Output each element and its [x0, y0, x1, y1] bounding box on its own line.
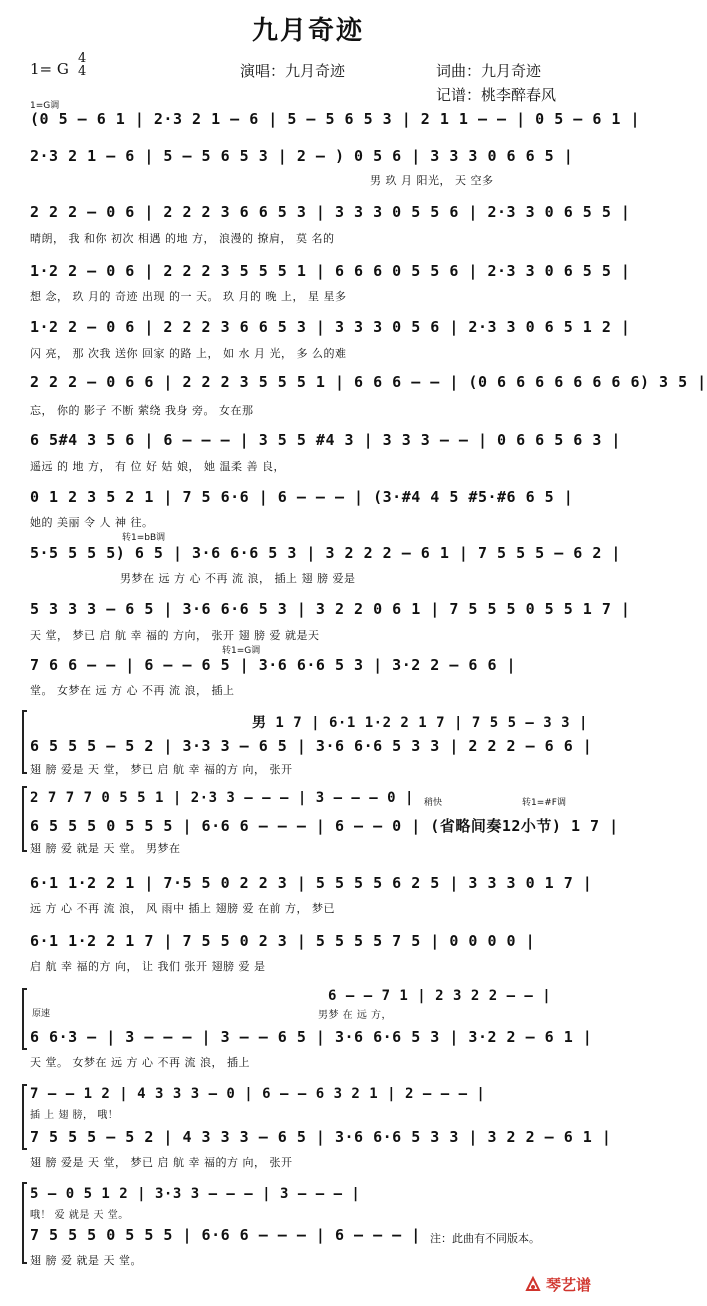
- score-line-2: 2·3 2 1 – 6 | 5 – 5 6 5 3 | 2 – ) 0 5 6 | 3 3 3 0 6 6 5 |: [30, 147, 574, 165]
- score-line-8: 0 1 2 3 5 2 1 | 7 5 6·6 | 6 – – – | (3·#4 4 5 #5·#6 6 5 |: [30, 488, 574, 506]
- lyric-line-14: 远 方 心 不再 流 浪， 风 雨中 插上 翅膀 爱 在前 方， 梦已: [30, 902, 335, 915]
- page-title: 九月奇迹: [251, 16, 364, 46]
- transcriber-credit: 记谱：桃李醉春风: [436, 86, 557, 104]
- site-logo: [524, 1274, 591, 1295]
- system-brace-5: [22, 1182, 27, 1264]
- tempo-original: 原速: [32, 1009, 51, 1019]
- lyric-line-9: 男梦在 远 方 心 不再 流 浪， 插上 翅 膀 爱是: [120, 572, 356, 585]
- music-logo-icon: [524, 1276, 542, 1294]
- score-line-12: 6 5 5 5 – 5 2 | 3·3 3 – 6 5 | 3·6 6·6 5 3 3 | 2 2 2 – 6 6 |: [30, 737, 593, 755]
- upper-lyric-3: 男梦 在 远 方，: [318, 1010, 393, 1021]
- score-line-11: 7 6 6 – – | 6 – – 6 5 | 3·6 6·6 5 3 | 3·2 2 – 6 6 |: [30, 656, 517, 674]
- modulation-bb: 转1=bB调: [122, 533, 166, 543]
- score-line-9: 5·5 5 5 5) 6 5 | 3·6 6·6 5 3 | 3 2 2 2 – 6 1 | 7 5 5 5 – 6 2 |: [30, 544, 621, 562]
- lyric-line-15: 启 航 幸 福的方 向， 让 我们 张开 翅膀 爱 是: [30, 960, 266, 973]
- time-signature: 4 4: [78, 51, 87, 79]
- lyric-line-16: 天 堂。 女梦在 远 方 心 不再 流 浪， 插上: [30, 1056, 250, 1069]
- score-line-1: (0 5 – 6 1 | 2·3 2 1 – 6 | 5 – 5 6 5 3 | 2 1 1 – – | 0 5 – 6 1 |: [30, 110, 640, 128]
- lyric-line-8: 她的 美丽 令 人 神 往。: [30, 516, 154, 529]
- score-line-14: 6·1 1·2 2 1 | 7·5 5 0 2 2 3 | 5 5 5 5 6 2 5 | 3 3 3 0 1 7 |: [30, 874, 593, 892]
- upper-voice-3: 6 – – 7 1 | 2 3 2 2 – – |: [328, 988, 552, 1004]
- lyric-line-5: 闪 亮， 那 次我 送你 回家 的路 上， 如 水 月 光， 多 么的难: [30, 347, 347, 360]
- upper-voice-1: 男 1 7 | 6·1 1·2 2 1 7 | 7 5 5 – 3 3 |: [252, 715, 588, 731]
- modulation-fs: 转1=#F调: [522, 798, 566, 808]
- lyric-line-3: 晴朗， 我 和你 初次 相遇 的地 方， 浪漫的 撩肩， 莫 名的: [30, 232, 335, 245]
- lyric-line-4: 想 念， 玖 月的 奇迹 出现 的一 天。 玖 月的 晚 上， 星 星多: [30, 290, 347, 303]
- upper-voice-5: 5 – 0 5 1 2 | 3·3 3 – – – | 3 – – – |: [30, 1186, 361, 1202]
- score-line-15: 6·1 1·2 2 1 7 | 7 5 5 0 2 3 | 5 5 5 5 7 5 | 0 0 0 0 |: [30, 932, 536, 950]
- lyric-line-6: 忘， 你的 影子 不断 萦绕 我身 旁。 女在那: [30, 404, 254, 417]
- lyric-line-13: 翅 膀 爱 就是 天 堂。 男梦在: [30, 842, 181, 855]
- score-line-4: 1·2 2 – 0 6 | 2 2 2 3 5 5 5 1 | 6 6 6 0 5 5 6 | 2·3 3 0 6 5 5 |: [30, 262, 631, 280]
- lyric-line-7: 遥远 的 地 方， 有 位 好 姑 娘， 她 温柔 善 良，: [30, 460, 285, 473]
- upper-voice-4: 7 – – 1 2 | 4 3 3 3 – 0 | 6 – – 6 3 2 1 | 2 – – – |: [30, 1086, 486, 1102]
- system-brace-1: [22, 710, 27, 774]
- score-line-10: 5 3 3 3 – 6 5 | 3·6 6·6 5 3 | 3 2 2 0 6 1 | 7 5 5 5 0 5 5 1 7 |: [30, 600, 631, 618]
- score-line-5: 1·2 2 – 0 6 | 2 2 2 3 6 6 5 3 | 3 3 3 0 5 6 | 2·3 3 0 6 5 1 2 |: [30, 318, 631, 336]
- composer-credit: 词曲：九月奇迹: [436, 62, 542, 80]
- score-line-17: 7 5 5 5 – 5 2 | 4 3 3 3 – 6 5 | 3·6 6·6 5 3 3 | 3 2 2 – 6 1 |: [30, 1128, 612, 1146]
- singer-credit: 演唱：九月奇迹: [240, 62, 346, 80]
- version-note: 注：此曲有不同版本。: [430, 1232, 540, 1245]
- upper-lyric-5: 哦！ 爱 就是 天 堂。: [30, 1210, 129, 1221]
- modulation-g: 转1=G调: [222, 646, 261, 656]
- system-brace-3: [22, 988, 27, 1050]
- key-signature: 1= G: [30, 60, 69, 78]
- upper-voice-2: 2 7 7 7 0 5 5 1 | 2·3 3 – – – | 3 – – – 0 |: [30, 790, 414, 806]
- lyric-line-12: 翅 膀 爱是 天 堂， 梦已 启 航 幸 福的方 向， 张开: [30, 763, 293, 776]
- lyric-line-2: 男 玖 月 阳光， 天 空多: [370, 174, 494, 187]
- score-line-3: 2 2 2 – 0 6 | 2 2 2 3 6 6 5 3 | 3 3 3 0 5 5 6 | 2·3 3 0 6 5 5 |: [30, 203, 631, 221]
- score-line-7: 6 5#4 3 5 6 | 6 – – – | 3 5 5 #4 3 | 3 3 3 – – | 0 6 6 5 6 3 |: [30, 431, 621, 449]
- score-line-13: 6 5 5 5 0 5 5 5 | 6·6 6 – – – | 6 – – 0 | (省略间奏12小节) 1 7 |: [30, 817, 619, 835]
- logo-text: 琴艺谱: [546, 1276, 592, 1294]
- system-brace-4: [22, 1084, 27, 1150]
- key-small: 1=G调: [30, 101, 60, 111]
- lyric-line-17: 翅 膀 爱是 天 堂， 梦已 启 航 幸 福的方 向， 张开: [30, 1156, 293, 1169]
- score-line-6: 2 2 2 – 0 6 6 | 2 2 2 3 5 5 5 1 | 6 6 6 – – | (0 6 6 6 6 6 6 6 6) 3 5 |: [30, 373, 707, 391]
- score-line-18: 7 5 5 5 0 5 5 5 | 6·6 6 – – – | 6 – – – |: [30, 1226, 421, 1244]
- lyric-line-11: 堂。 女梦在 远 方 心 不再 流 浪， 插上: [30, 684, 235, 697]
- lyric-line-18: 翅 膀 爱 就是 天 堂。: [30, 1254, 142, 1267]
- system-brace-2: [22, 786, 27, 852]
- tempo-faster: 稍快: [424, 798, 443, 808]
- score-line-16: 6 6·3 – | 3 – – – | 3 – – 6 5 | 3·6 6·6 5 3 | 3·2 2 – 6 1 |: [30, 1028, 593, 1046]
- lyric-line-10: 天 堂， 梦已 启 航 幸 福的 方向， 张开 翅 膀 爱 就是天: [30, 629, 320, 642]
- upper-lyric-4: 插 上 翅 膀， 哦！: [30, 1110, 119, 1121]
